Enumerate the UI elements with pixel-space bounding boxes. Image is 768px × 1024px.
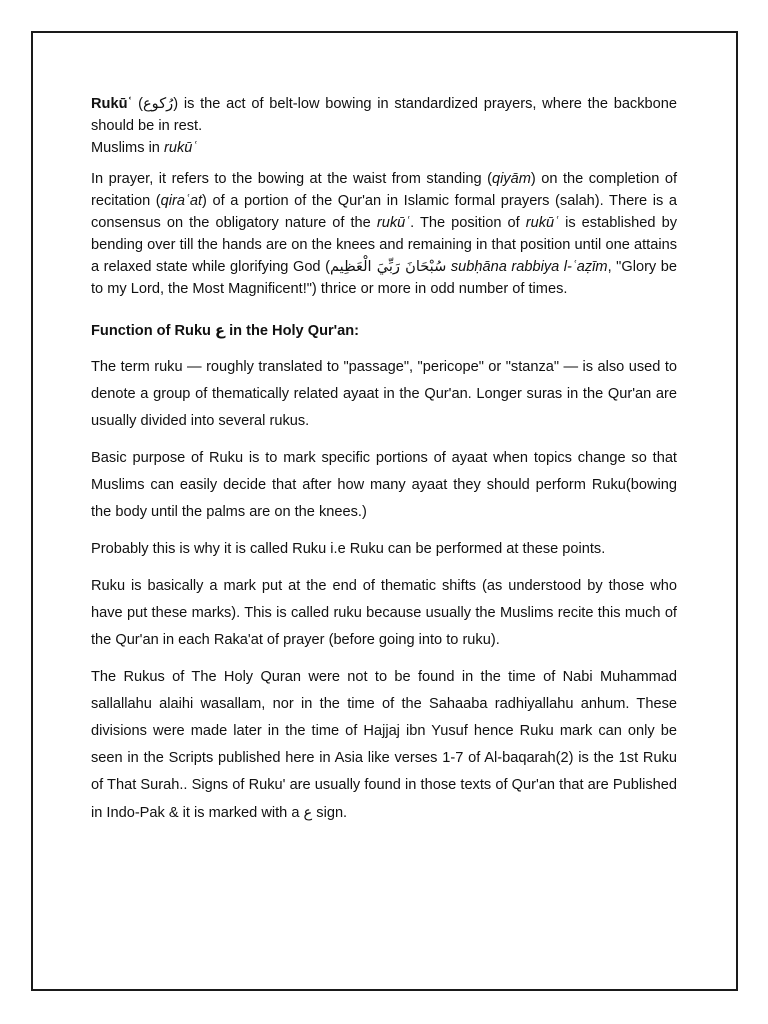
arabic-ain-mark: ع xyxy=(215,322,226,339)
document-body xyxy=(91,93,677,827)
paragraph: Basic purpose of Ruku is to mark specific portions of ayaat when topics change so that Muslims can easily decide that after how many ayaat they should perform Ruku(bowing the body until the palms are on the knees.) xyxy=(91,450,677,520)
paragraph: The term ruku — roughly translated to "passage", "pericope" or "stanza" — is also used to denote a group of thematically related ayaat in the Qur'an. Longer suras in the Qur'an are usually divided into several rukus. xyxy=(91,359,677,429)
intro-paragraph: Rukūʿ (رُكوع) is the act of belt-low bowing in standardized prayers, where the backbone should be in rest. xyxy=(91,95,677,134)
paragraph: Ruku is basically a mark put at the end of thematic shifts (as understood by those who have put these marks). This is called ruku because usually the Muslims recite this much of the Qur'an in each Raka'at of prayer (before going into to ruku). xyxy=(91,578,677,648)
arabic-ain-sign: ع xyxy=(303,804,313,821)
paragraph: Probably this is why it is called Ruku i.e Ruku can be performed at these points. xyxy=(91,541,606,557)
prayer-paragraph: In prayer, it refers to the bowing at the waist from standing (qiyām) on the completion of recitation (qiraʿat) of a portion of the Qur'an in Islamic formal prayers (salah). There is a consensus on the obligatory nature of the rukūʿ. The position of rukūʿ is established by bending over till the hands are on the knees and remaining in that position until one attains a relaxed state while glorifying God (سُبْحَانَ رَبِّيَ الْعَظِيم subḥāna rabbiya l-ʿaẓīm, "Glory be to my Lord, the Most Magnificent!") thrice or more in odd number of times. xyxy=(91,171,678,297)
term-ruku: Rukūʿ xyxy=(91,96,133,112)
final-paragraph: The Rukus of The Holy Quran were not to be found in the time of Nabi Muhammad sallallahu alaihi wasallam, nor in the time of the Sahaaba radhiyallahu anhum. These divisions were made later in the time of Hajjaj ibn Yusuf hence Ruku mark can only be seen in the Scripts published here in Asia like verses 1-7 of Al-baqarah(2) is the 1st Ruku of That Surah.. Signs of Ruku' are usually found in those texts of Qur'an that are Published in Indo-Pak & it is marked with a ع sign. xyxy=(91,669,677,821)
arabic-glorification: سُبْحَانَ رَبِّيَ الْعَظِيم xyxy=(329,258,447,275)
section-heading: Function of Ruku ع in the Holy Qur'an: xyxy=(91,322,360,339)
arabic-ruku: رُكوع xyxy=(142,95,174,112)
image-caption: Muslims in rukūʿ xyxy=(91,140,198,156)
